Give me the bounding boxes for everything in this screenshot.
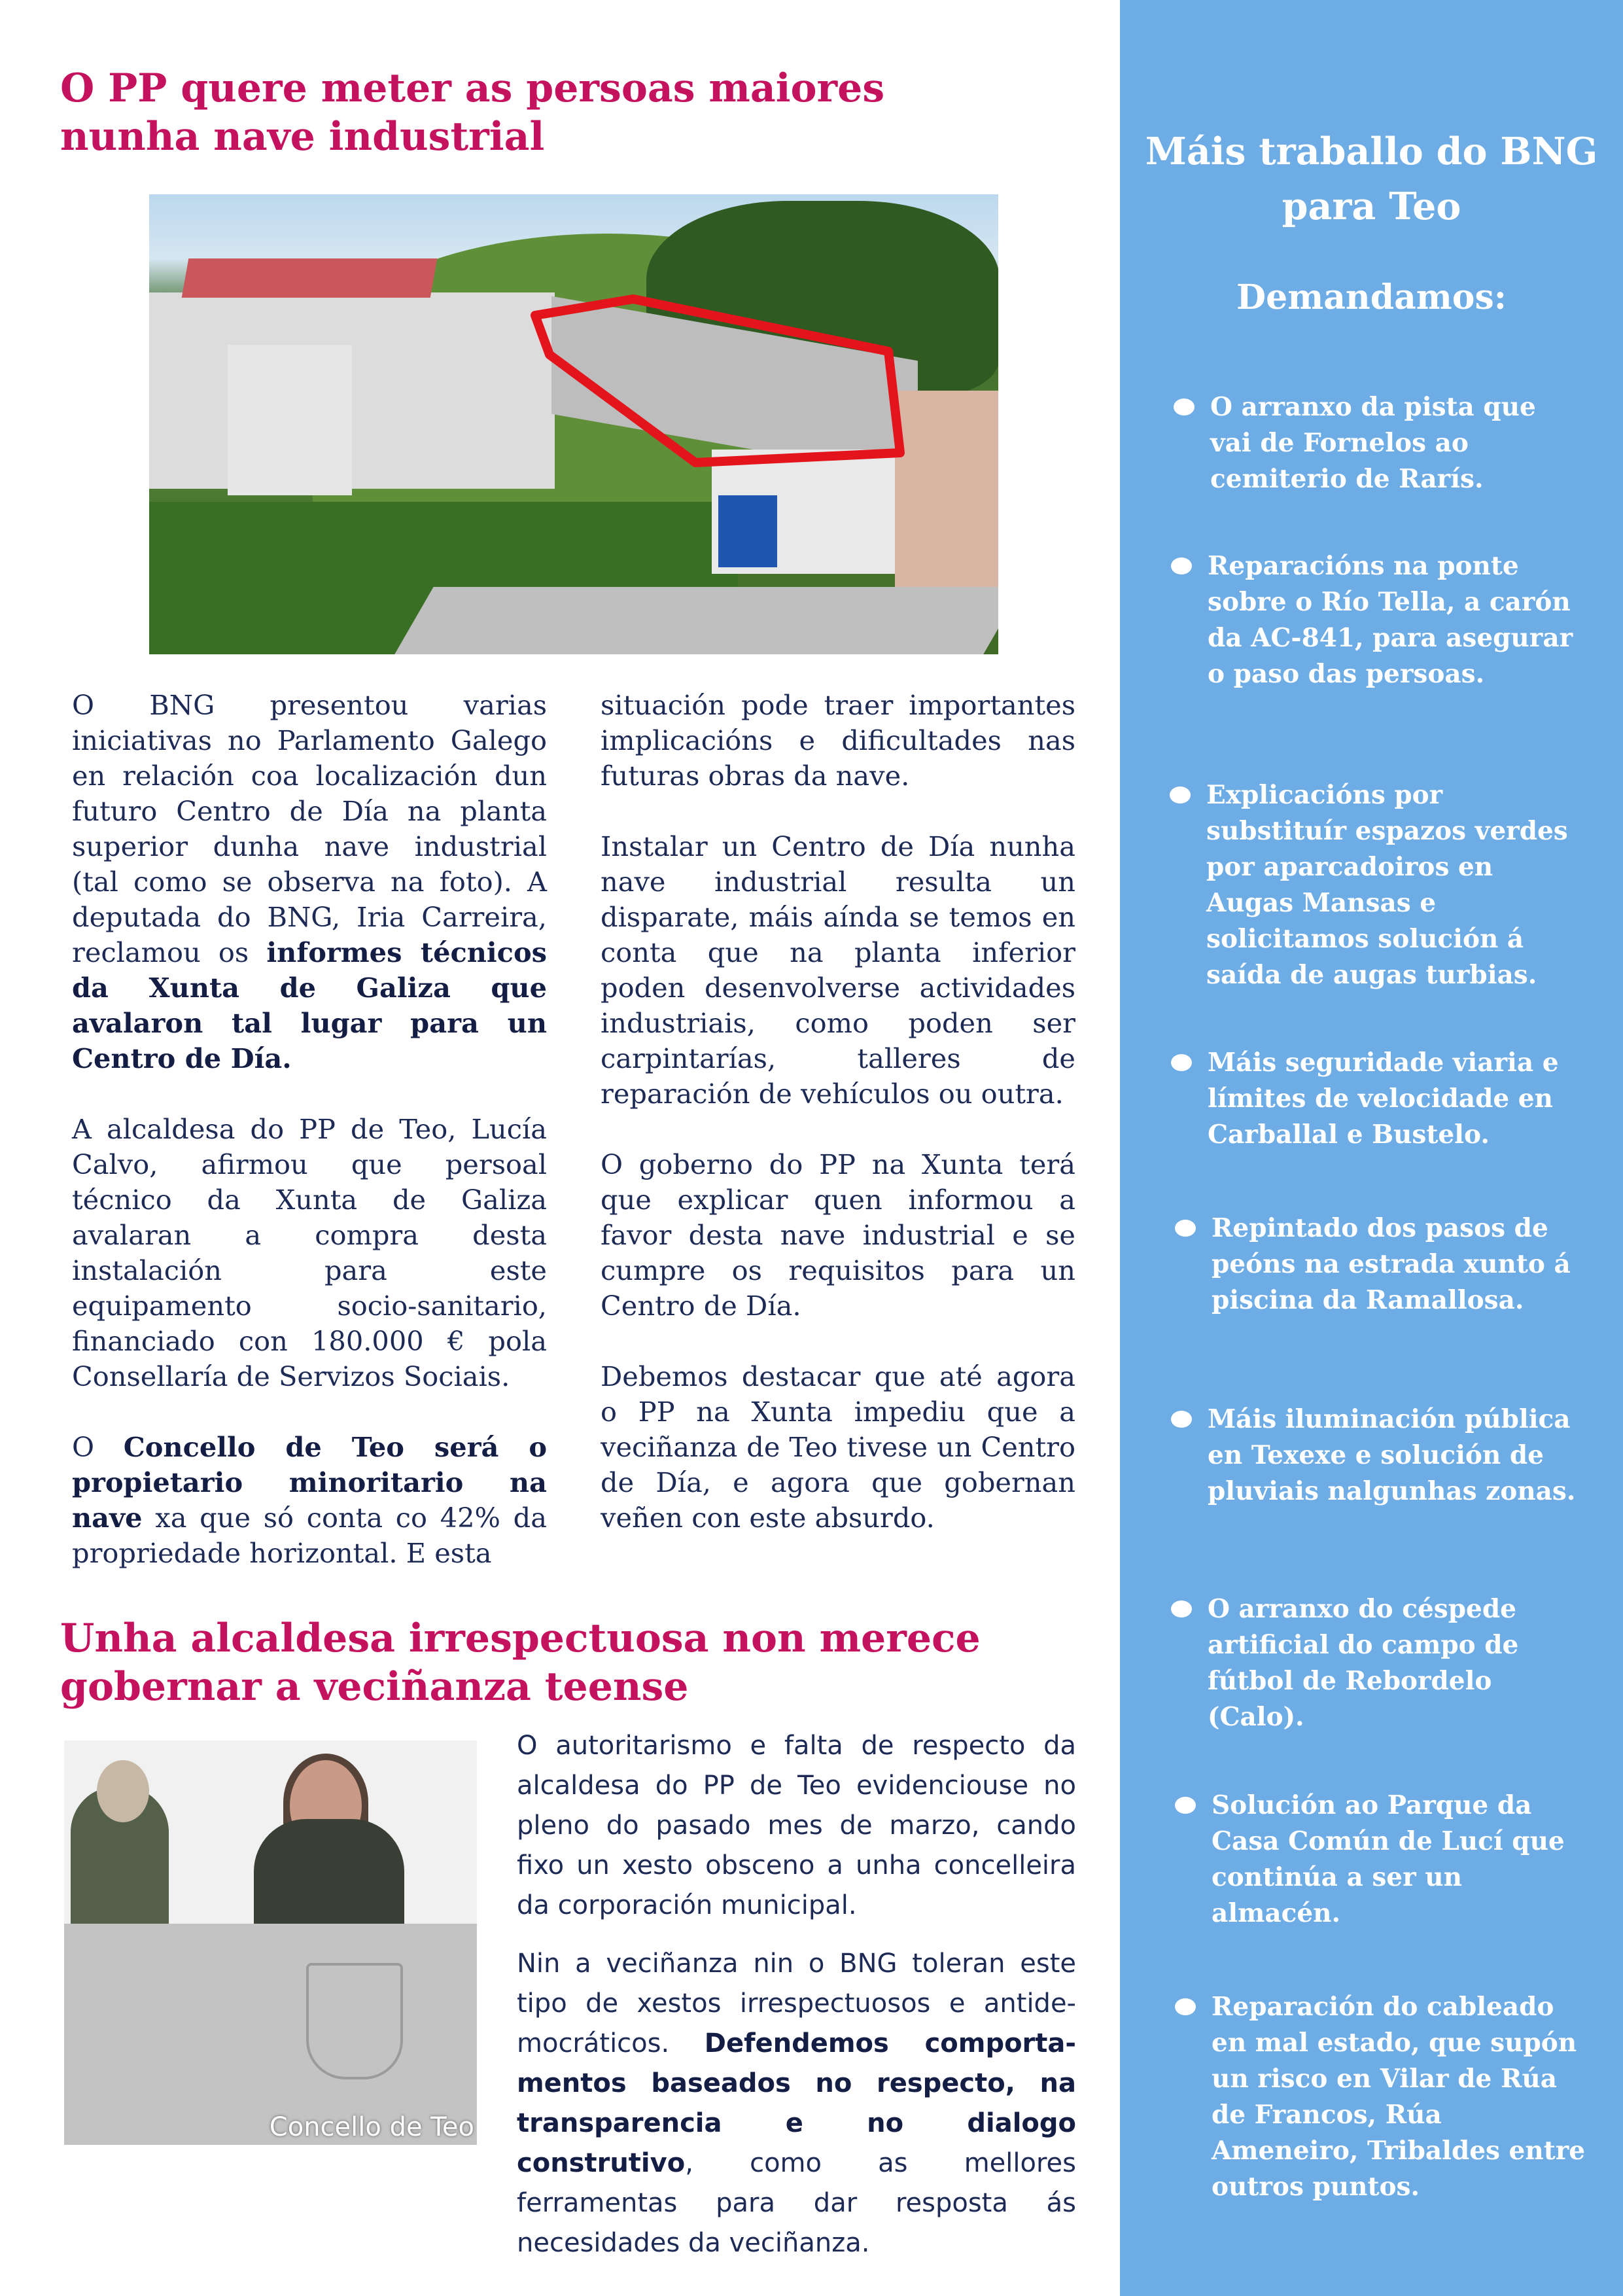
demand-item: Reparación do cableado en mal estado, que supón un risco en Vilar de Rúa de Francos, Rúa Ameneiro, Tribaldes entre outros puntos. [1175, 1989, 1587, 2205]
industrial-building-photo [149, 194, 998, 654]
article1-column-1 [72, 688, 547, 1606]
bullet-icon [1171, 1411, 1192, 1428]
article1-column-2 [601, 688, 1075, 1571]
bullet-icon [1175, 1797, 1196, 1814]
bullet-icon [1171, 557, 1192, 574]
photo-caption: Concello de Teo [269, 2112, 474, 2142]
demand-item: Reparacións na ponte sobre o Río Tella, a carón da AC-841, para asegurar o paso das persoas. [1171, 548, 1583, 692]
article2-body [517, 1726, 1076, 2282]
demand-item: O arranxo da pista que vai de Fornelos ao cemiterio de Rarís. [1174, 389, 1586, 497]
bullet-icon [1171, 1600, 1192, 1617]
article1-paragraph: O BNG presentou varias iniciativas no Parlamento Galego en relación coa localización dun futuro Centro de Día na planta superior dunha nave industrial (tal como se observa na foto). A deputada do BNG, Iria Carreira, reclamou os informes técnicos da Xunta de Galiza que avalaron tal lugar para un Centro de Día. [72, 689, 547, 1074]
council-meeting-photo [64, 1740, 477, 2145]
red-outline-highlight [149, 194, 998, 654]
demand-item: O arranxo do céspede artificial do campo de fútbol de Rebordelo (Calo). [1171, 1591, 1583, 1735]
article2-paragraph: O autoritarismo e falta de respecto da alcaldesa do PP de Teo evidenciouse no pleno do pasado mes de marzo, cando fixo un xesto obsceno a unha concelleira da corporación municipal. [517, 1731, 1076, 1920]
article1-paragraph: A alcaldesa do PP de Teo, Lucía Calvo, afirmou que persoal técnico da Xunta de Galiza avalaran a compra desta instalación para este equipamento socio-sanitario, financiado con 180.000 € pola Consellaría de Servizos Sociais. [72, 1113, 547, 1392]
sidebar-subtitle: Demandamos: [1236, 277, 1507, 317]
demands-sidebar [1120, 0, 1623, 2296]
demand-item: Solución ao Parque da Casa Común de Lucí que continúa a ser un almacén. [1175, 1788, 1587, 1932]
article1-paragraph: Debemos destacar que até agora o PP na Xunta impediu que a veciñanza de Teo tivese un Centro de Día, e agora que gobernan veñen con este absurdo. [601, 1360, 1075, 1534]
demand-item: Máis seguridade viaria e límites de velocidade en Carballal e Bustelo. [1171, 1045, 1583, 1153]
bullet-icon [1175, 1998, 1196, 2015]
article1-paragraph: Instalar un Centro de Día nunha nave industrial resulta un disparate, máis aínda se temos en conta que na planta inferior poden desenvolverse actividades industriais, como poden ser carpintarías, talleres de reparación de vehículos ou outra. [601, 830, 1075, 1110]
bullet-icon [1170, 786, 1191, 804]
bullet-icon [1171, 1054, 1192, 1071]
bullet-icon [1175, 1220, 1196, 1237]
demand-item: Repintado dos pasos de peóns na estrada xunto á piscina da Ramallosa. [1175, 1210, 1587, 1318]
demand-item: Explicacións por substituír espazos verdes por aparcadoiros en Augas Mansas e solicitamos solución á saída de augas turbias. [1170, 777, 1582, 993]
coat-of-arms-icon [306, 1963, 403, 2079]
bullet-icon [1174, 398, 1195, 415]
article1-headline: O PP quere meter as persoas maiores nunha nave industrial [60, 65, 885, 160]
article2-headline: Unha alcaldesa irrespectuosa non merece gobernar a veciñanza teense [60, 1616, 981, 1710]
sidebar-title: Máis traballo do BNG para Teo [1145, 130, 1598, 228]
demand-item: Máis iluminación pública en Texexe e solución de pluviais nalgunhas zonas. [1171, 1402, 1583, 1510]
article1-paragraph: O Concello de Teo será o propietario minoritario na nave xa que só conta co 42% da propriedade horizontal. E esta [72, 1431, 547, 1569]
article2-paragraph: Nin a veciñanza nin o BNG toleran este tipo de xestos irrespectuosos e antide-mocráticos. Defendemos comporta-mentos baseados no respecto, na transparencia e no dialogo construtivo, como as mellores ferramentas para dar resposta ás necesidades da veciñanza. [517, 1949, 1076, 2258]
article1-paragraph: situación pode traer importantes implicacións e dificultades nas futuras obras da nave. [601, 689, 1075, 792]
article1-paragraph: O goberno do PP na Xunta terá que explicar quen informou a favor desta nave industrial e se cumpre os requisitos para un Centro de Día. [601, 1148, 1075, 1322]
